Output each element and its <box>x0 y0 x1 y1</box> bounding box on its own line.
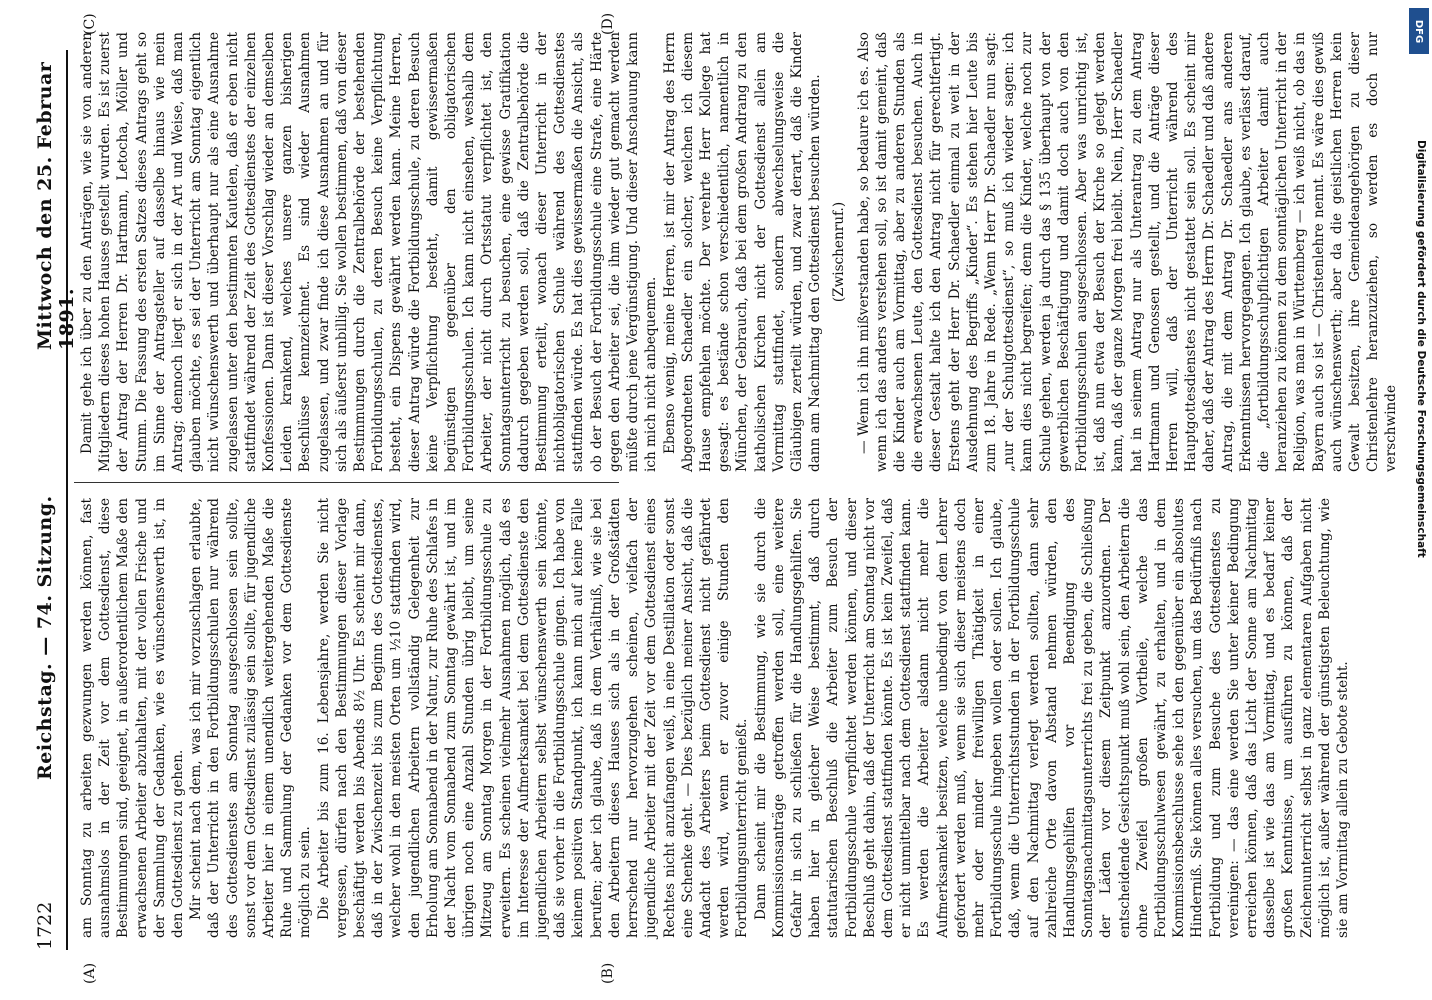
digitization-sidebar <box>1406 0 1432 1000</box>
column-divider <box>74 482 619 483</box>
funding-credit: Digitalisierung gefördert durch die Deutsche Forschungsgemeinschaft <box>1415 140 1427 558</box>
margin-marker-c: (C) <box>82 13 98 35</box>
left-column <box>78 498 1352 938</box>
session-date: Mittwoch den 25. Februar 1891. <box>34 61 78 350</box>
dfg-logo <box>1409 8 1429 54</box>
paragraph: Die Arbeiter bis zum 16. Lebensjahre, werden Sie nicht vergessen, dürfen nach den Bestimmungen dieser Vorlage beschäftigt werden bis Abends 8½ Uhr. Es scheint mir dann, daß in der Zwischenzeit bis zum Beginn des Gottesdienstes, welcher wohl in den meisten Orten um ½10 stattfinden wird, den jugendlichen Arbeitern vollständig Gelegenheit zur Erholung am Sonnabend in der Natur, zur Ruhe des Schlafes in der Nacht vom Sonnabend zum Sonntag gewährt ist, und im übrigen noch eine Anzahl Stunden übrig bleibt, um seine Mitzeug am Sonntag Morgen in der Fortbildungsschule zu erweitern. Es scheinen vielmehr Ausnahmen möglich, daß es im Interesse der Aufmerksamkeit bei dem Gottesdienste den jugendlichen Arbeitern selbst wünschenswerth sein könnte, daß sie vorher in die Fortbildungsschule gingen. Ich habe von keinem positiven Standpunkt, ich kann mich auf keine Fälle berufen; aber ich glaube, daß in dem Verhältniß, wie sie bei den Arbeitern dieses Hauses sich als in der Großstädten herrschend nur hervorzugehen scheinen, vielfach der jugendliche Arbeiter mit der Zeit vor dem Gottesdienst eines Rechtes nicht anzufangen weiß, in eine Destillation oder sonst eine Schenke geht. — Dies bezüglich meiner Ansicht, daß die Andacht des Arbeiters beim Gottesdienst nicht gefährdet werden wird, wenn er zuvor einige Stunden den Fortbildungsunterricht genießt. <box>315 498 751 938</box>
right-column <box>78 32 1400 472</box>
interjection: (Zwischenruf.) <box>831 201 848 303</box>
paragraph: am Sonntag zu arbeiten gezwungen werden können, fast ausnahmslos in der Zeit vor dem Gottesdienst, diese Bestimmungen sind, geeignet, in außerordentlichem Maße den erwachsenen Arbeiter abzuhalten, mit der vollen Frische und der Sammlung der Gedanken, wie es wünschenswerth ist, in den Gottesdienst zu gehen. <box>79 498 187 938</box>
page-header <box>28 50 78 950</box>
paragraph: Dann scheint mir die Bestimmung, wie sie durch die Kommissionsanträge getroffen werden soll, eine weitere Gefahr in sich zu schließen für die Handlungsgehilfen. Sie haben hier in gleicher Weise bestimmt, daß durch statutarischen Beschluß die Arbeiter zum Besuch der Fortbildungsschule verpflichtet werden können, und dieser Beschluß geht dahin, daß der Unterricht am Sonntag nicht vor dem Gottesdienst stattfinden könnte. Es ist kein Zweifel, daß er nicht unmittelbar nach dem Gottesdienst stattfinden kann. Es werden die Arbeiter alsdann nicht mehr die Aufmerksamkeit besitzen, welche unbedingt von dem Lehrer gefordert werden muß, wenn sie sich dieser meistens doch mehr oder minder freiwilligen Thätigkeit in einer Fortbildungsschule hingeben wollen oder sollen. Ich glaube, daß, wenn die Unterrichtsstunden in der Fortbildungsschule auf den Nachmittag verlegt werden sollten, dann sehr zahlreiche Orte davon Abstand nehmen würden, den Handlungsgehilfen vor Beendigung des Sonntagsnachmittagsunterrichts frei zu geben, die Schließung der Läden vor diesem Zeitpunkt anzuordnen. Der entscheidende Gesichtspunkt muß wohl sein, den Arbeitern die ohne Zweifel großen Vortheile, welche das Fortbildungsschulwesen gewährt, zu erhalten, und in dem Kommissionsbeschlusse sehe ich den gegenüber ein absolutes Hinderniß. Sie können alles versuchen, um das Bedürfniß nach Fortbildung und zum Besuche des Gottesdienstes zu vereinigen: — das eine werden Sie unter keiner Bedingung erreichen können, daß das Licht der Sonne am Nachmittag dasselbe ist wie das am Vormittag, und es bedarf keiner großen Kenntnisse, um ausführen zu können, daß der Zeichenunterricht selbst in ganz elementaren Aufgaben nicht möglich ist, außer während der günstigsten Beleuchtung, wie sie am Vormittag allein zu Gebote steht. <box>752 498 1352 938</box>
margin-marker-a: (A) <box>82 962 98 984</box>
page-number: 1722 <box>34 901 56 950</box>
paragraph: Mir scheint nach dem, was ich mir vorzuschlagen erlaubte, daß der Unterricht in den Fortbildungsschulen nur während des Gottesdienstes am Sonntag ausgeschlossen sein sollte, sonst vor dem Gottesdienst zulässig sein sollte, für jugendliche Arbeiter hier in einem unendlich weitergehenden Maße die Ruhe und Sammlung der Gedanken vor dem Gottesdienste möglich zu sein. <box>188 498 314 938</box>
dfg-logo-text: DFG <box>1413 19 1425 43</box>
paragraph: Ebenso wenig, meine Herren, ist mir der Antrag des Herrn Abgeordneten Schaedler ein solcher, welchen ich diesem Hause empfehlen möchte. Der verehrte Herr Kollege hat gesagt: es bestände schon verschiedentlich, namentlich in München, der Gebrauch, daß bei dem großen Andrang zu den katholischen Kirchen nicht der Gottesdienst allein am Vormittag stattfindet, sondern abwechselungsweise die Gläubigen zerteilt würden, und zwar derart, daß die Kinder dann am Nachmittag den Gottesdienst besuchen würden. <box>661 32 824 472</box>
paragraph: — Wenn ich ihn mißverstanden habe, so bedaure ich es. Also wenn ich das anders verstehen soll, so ist damit gemeint, daß die Kinder auch am Vormittag, aber zu anderen Stunden als die erwachsenen Leute, den Gottesdienst besuchen. Auch in dieser Gestalt halte ich den Antrag nicht für gerechtfertigt. Erstens geht der Herr Dr. Schaedler einmal zu weit in der Ausdehnung des Begriffs „Kinder“. Es stehen hier Leute bis zum 18. Jahre in Rede. „Wenn Herr Dr. Schaedler nun sagt: „nur der Schulgottesdienst“, so muß ich wieder sagen: ich kann dies nicht begreifen; denn die Kinder, welche noch zur Schule gehen, werden ja durch das § 135 überhaupt von der gewerblichen Beschäftigung und damit doch auch von den Fortbildungsschulen ausgeschlossen. Aber was unrichtig ist, ist, daß nun etwa der Besuch der Kirche so gelegt werden kann, daß der ganze Morgen frei bleibt. Nein, Herr Schaedler hat in seinem Antrag nur als Unterantrag zu dem Antrag Hartmann und Genossen gestellt, und die Anträge dieser Herren will, daß der Unterricht während des Hauptgottesdienstes nicht gestattet sein soll. Es scheint mir daher, daß der Antrag des Herrn Dr. Schaedler und daß andere Antrag, die mit dem Antrag Dr. Schaedler ans anderen Erkenntnissen hervorgegangen. Ich glaube, es verlässt darauf, die „fortbildungsschulpflichtigen Arbeiter damit auch heranziehen zu können zu dem sonntäglichen Unterricht in der Religion, was man in Württemberg — ich weiß nicht, ob das in Bayern auch so ist — Christenlehre nennt. Es wäre dies gewiß auch wünschenswerth; aber da die geistlichen Herren kein Gewalt besitzen, ihre Gemeindeangehörigen zu dieser Christenlehre heranzuziehen, so werden es doch nur verschwinde <box>855 32 1400 472</box>
margin-marker-d: (D) <box>600 12 616 35</box>
session-title: Reichstag. — 74. Sitzung. <box>34 495 56 780</box>
paragraph: Damit gehe ich über zu den Anträgen, wie sie von anderen Mitgliedern dieses hohen Hauses gestellt wurden. Es ist zuerst der Antrag der Herren Dr. Hartmann, Letocha, Möller und Stumm. Die Fassung des ersten Satzes dieses Antrags geht so im Sinne der Antragsteller auf dasselbe hinaus wie mein Antrag; dennoch liegt er sich in der Art und Weise, daß man glauben möchte, es sei der Unterricht am Sonntag eigentlich nicht wünschenswerth und überhaupt nur als eine Ausnahme zugelassen unter den bestimmten Kautelen, daß er eben nicht stattfindet während der Zeit des Gottesdienstes der einzelnen Konfessionen. Dann ist dieser Vorschlag wieder an demselben Leiden krankend, welches unsere ganzen bisherigen Beschlüsse kennzeichnet. Es sind wieder Ausnahmen zugelassen, und zwar finde ich diese Ausnahmen an und für sich als äußerst unbillig. Sie wollen bestimmen, daß von dieser Bestimmungen durch die Zentralbehörde der bestehenden Fortbildungsschulen, zu deren Besuch keine Verpflichtung besteht, ein Dispens gewährt werden kann. Meine Herren, dieser Antrag würde die Fortbildungsschule, zu deren Besuch keine Verpflichtung besteht, damit gewissermaßen begünstigen gegenüber den obligatorischen Fortbildungsschulen. Ich kann nicht einsehen, weshalb dem Arbeiter, der nicht durch Ortsstatut verpflichtet ist, den Sonntagsunterricht zu besuchen, eine gewisse Gratifikation dadurch gegeben werden soll, daß die Zentralbehörde die Bestimmung erteilt, wonach dieser Unterricht in der nichtobligatorischen Schule während des Gottesdienstes stattfinden würde. Es hat dies gewissermaßen die Ansicht, als ob der Besuch der Fortbildungsschule eine Strafe, eine Härte gegen den Arbeiter sei, die ihm wieder gut gemacht werden müßte durch jene Vergünstigung. Und dieser Anschauung kann ich mich nicht anbequemen. <box>79 32 660 472</box>
header-rule <box>66 50 68 950</box>
margin-marker-b: (B) <box>600 962 616 984</box>
